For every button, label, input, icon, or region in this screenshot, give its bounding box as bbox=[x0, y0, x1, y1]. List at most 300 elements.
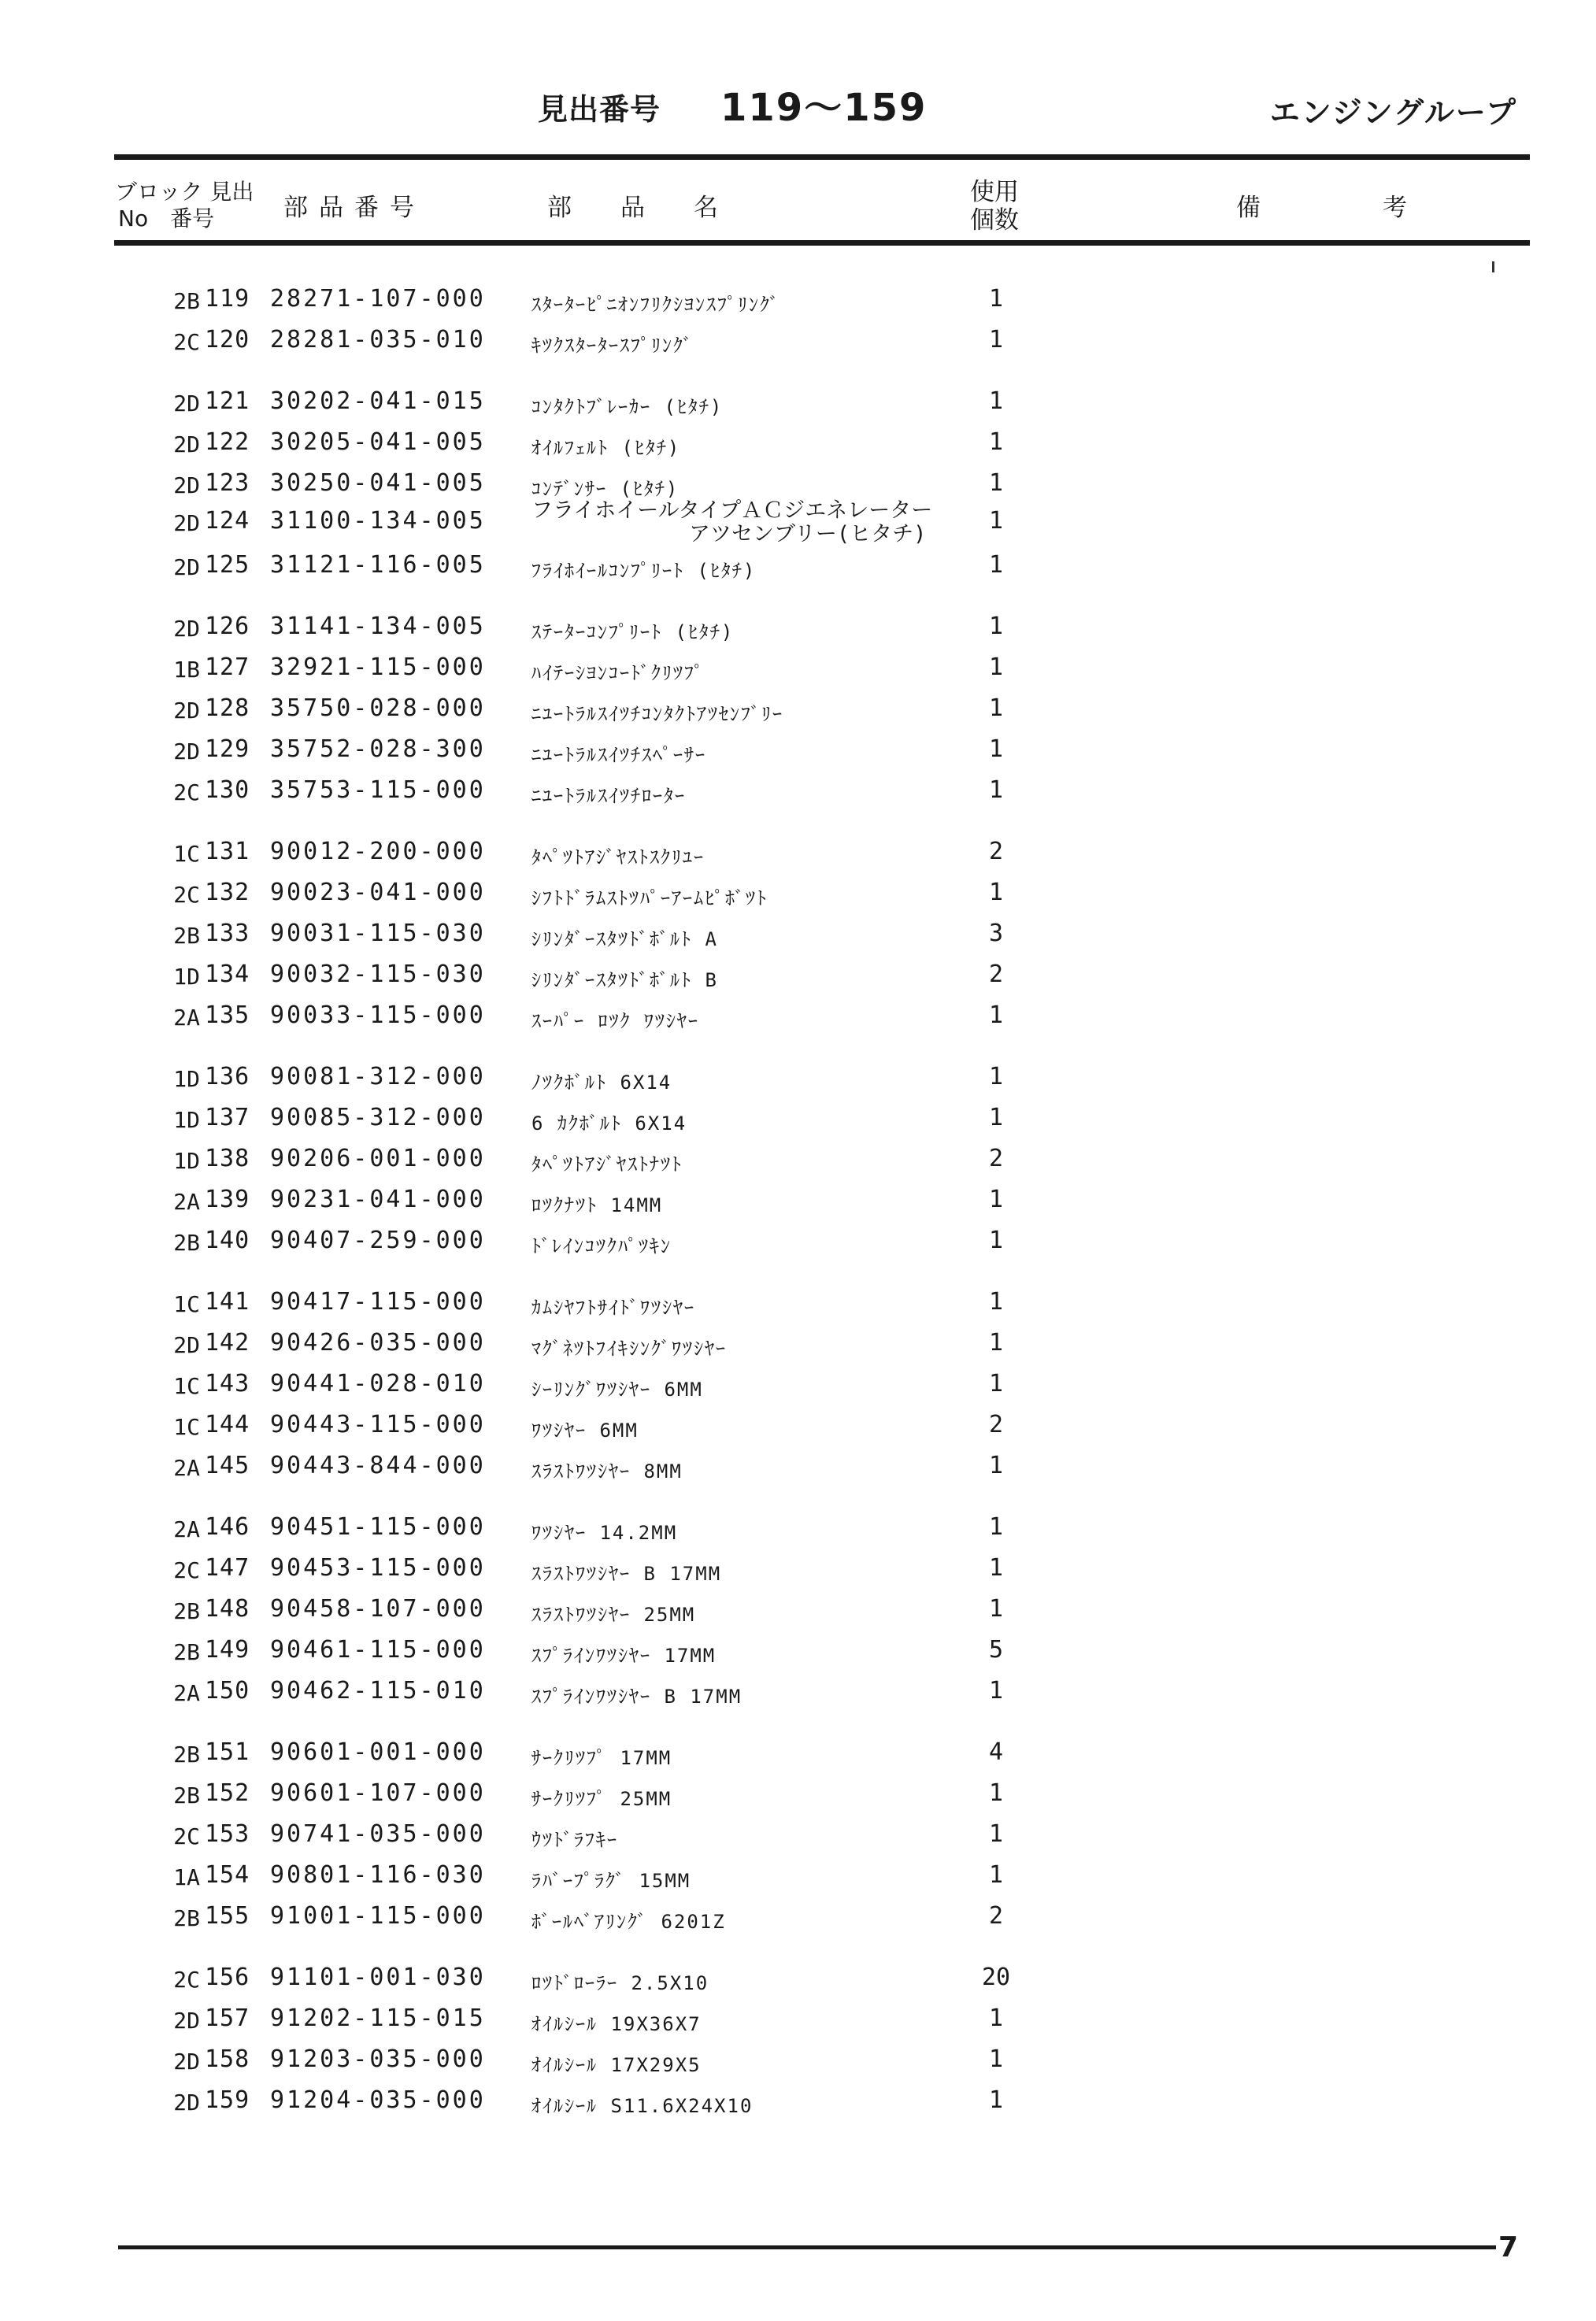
quantity: 1 bbox=[988, 1554, 1004, 1582]
block-number: 2A bbox=[173, 1455, 200, 1481]
index-number: 153 bbox=[205, 1820, 250, 1848]
table-row bbox=[0, 2045, 1596, 2080]
table-row bbox=[0, 961, 1596, 995]
index-number: 149 bbox=[205, 1636, 250, 1664]
quantity: 1 bbox=[988, 1227, 1004, 1254]
part-name bbox=[531, 780, 686, 808]
block-number: 2B bbox=[173, 288, 200, 314]
block-number: 2C bbox=[173, 1823, 200, 1849]
block-number: 2B bbox=[173, 1905, 200, 1931]
column-header-remarks: 備 考 bbox=[1236, 194, 1407, 222]
table-row bbox=[0, 920, 1596, 954]
quantity: 1 bbox=[988, 1329, 1004, 1357]
part-name bbox=[531, 1783, 672, 1811]
index-number: 129 bbox=[205, 735, 250, 763]
part-number: 91204-035-000 bbox=[270, 2086, 486, 2114]
part-name-line: ｽﾗｽﾄﾜﾂｼﾔｰ B 17MM bbox=[531, 1563, 722, 1585]
table-row bbox=[0, 1595, 1596, 1630]
table-row bbox=[0, 1513, 1596, 1548]
block-number: 2C bbox=[173, 1557, 200, 1583]
part-name bbox=[531, 499, 932, 546]
part-name-line: ｼﾌﾄﾄﾞﾗﾑｽﾄﾂﾊﾟｰｱｰﾑﾋﾟﾎﾞﾂﾄ bbox=[531, 887, 768, 909]
block-number: 2C bbox=[173, 1967, 200, 1993]
table-row bbox=[0, 1779, 1596, 1814]
part-name bbox=[531, 1374, 703, 1401]
table-row bbox=[0, 1227, 1596, 1261]
column-header-qty-line2: 個数 bbox=[970, 206, 1019, 235]
table-row bbox=[0, 1001, 1596, 1036]
part-name-line: ﾜﾂｼﾔｰ 6MM bbox=[531, 1420, 639, 1442]
quantity: 5 bbox=[988, 1636, 1004, 1664]
index-number: 130 bbox=[205, 776, 250, 804]
part-name-line: ｼﾘﾝﾀﾞｰｽﾀﾂﾄﾞﾎﾞﾙﾄ B bbox=[531, 969, 718, 991]
index-number: 151 bbox=[205, 1738, 250, 1766]
block-number: 2C bbox=[173, 882, 200, 908]
block-number: 2D bbox=[173, 2090, 200, 2116]
part-number: 90461-115-000 bbox=[270, 1636, 486, 1664]
part-name bbox=[531, 616, 734, 644]
index-number: 127 bbox=[205, 653, 250, 681]
quantity: 1 bbox=[988, 1288, 1004, 1316]
table-row bbox=[0, 1902, 1596, 1937]
part-number: 90231-041-000 bbox=[270, 1186, 486, 1213]
part-name-line: ｻｰｸﾘﾂﾌﾟ 17MM bbox=[531, 1747, 672, 1769]
index-number: 158 bbox=[205, 2045, 250, 2073]
table-row bbox=[0, 428, 1596, 463]
part-number: 90441-028-010 bbox=[270, 1370, 486, 1397]
block-number: 2D bbox=[173, 391, 200, 416]
part-name-line: ｵｲﾙｼｰﾙ S11.6X24X10 bbox=[531, 2095, 754, 2117]
quantity: 1 bbox=[988, 469, 1004, 497]
table-row bbox=[0, 285, 1596, 320]
part-name bbox=[531, 1333, 727, 1360]
quantity: 1 bbox=[988, 551, 1004, 579]
part-name bbox=[531, 1292, 695, 1320]
table-row bbox=[0, 1104, 1596, 1138]
part-name-line: ｻｰｸﾘﾂﾌﾟ 25MM bbox=[531, 1788, 672, 1810]
part-name-line: ｷﾂｸｽﾀｰﾀｰｽﾌﾟﾘﾝｸﾞ bbox=[531, 335, 694, 357]
block-number: 2D bbox=[173, 472, 200, 498]
part-number: 90407-259-000 bbox=[270, 1227, 486, 1254]
part-name bbox=[531, 1824, 618, 1852]
quantity: 1 bbox=[988, 1104, 1004, 1131]
part-number: 30202-041-015 bbox=[270, 387, 486, 415]
part-name-line: ﾄﾞﾚｲﾝｺﾂｸﾊﾟﾂｷﾝ bbox=[531, 1235, 672, 1257]
quantity: 1 bbox=[988, 1595, 1004, 1623]
part-number: 35750-028-000 bbox=[270, 694, 486, 722]
part-name-line: ﾛﾂﾄﾞﾛｰﾗｰ 2.5X10 bbox=[531, 1972, 709, 1994]
index-number: 133 bbox=[205, 920, 250, 947]
quantity: 1 bbox=[988, 326, 1004, 354]
part-number: 90443-844-000 bbox=[270, 1452, 486, 1479]
part-name bbox=[531, 1967, 709, 1995]
block-number: 2D bbox=[173, 2008, 200, 2034]
part-name-line: ｼﾘﾝﾀﾞｰｽﾀﾂﾄﾞﾎﾞﾙﾄ A bbox=[531, 928, 718, 950]
part-name-line: ｺﾝﾀｸﾄﾌﾞﾚｰｶｰ (ﾋﾀﾁ) bbox=[531, 396, 724, 418]
table-row bbox=[0, 387, 1596, 422]
part-name-line: ｽﾗｽﾄﾜﾂｼﾔｰ 8MM bbox=[531, 1460, 683, 1483]
block-number: 1D bbox=[173, 1066, 200, 1092]
part-number: 90451-115-000 bbox=[270, 1513, 486, 1541]
table-row bbox=[0, 498, 1596, 546]
part-name bbox=[531, 657, 705, 685]
index-number: 138 bbox=[205, 1145, 250, 1172]
index-number: 154 bbox=[205, 1861, 250, 1889]
quantity: 1 bbox=[988, 1001, 1004, 1029]
part-name-line: ｵｲﾙﾌｪﾙﾄ (ﾋﾀﾁ) bbox=[531, 437, 681, 459]
part-name bbox=[531, 1599, 695, 1627]
block-number: 1C bbox=[173, 841, 200, 867]
part-name-line: ﾆﾕｰﾄﾗﾙｽｲﾂﾁｽﾍﾟｰｻｰ bbox=[531, 744, 706, 766]
index-number: 157 bbox=[205, 2004, 250, 2032]
part-name bbox=[531, 1906, 726, 1934]
part-name bbox=[531, 1865, 691, 1893]
part-number: 90458-107-000 bbox=[270, 1595, 486, 1623]
quantity: 1 bbox=[988, 879, 1004, 906]
part-number: 90443-115-000 bbox=[270, 1411, 486, 1438]
part-name-line: ｵｲﾙｼｰﾙ 17X29X5 bbox=[531, 2054, 702, 2076]
part-name-line: フライホイールタイプＡＣジエネレーター bbox=[531, 498, 933, 523]
part-name-line: ﾊｲﾃｰｼﾖﾝｺｰﾄﾞｸﾘﾂﾌﾟ bbox=[531, 662, 705, 684]
index-number: 152 bbox=[205, 1779, 250, 1807]
quantity: 1 bbox=[988, 1861, 1004, 1889]
quantity: 1 bbox=[988, 387, 1004, 415]
index-number: 147 bbox=[205, 1554, 250, 1582]
block-number: 2D bbox=[173, 738, 200, 764]
table-row bbox=[0, 1288, 1596, 1323]
part-name-line: ｽﾀｰﾀｰﾋﾟﾆｵﾝﾌﾘｸｼﾖﾝｽﾌﾟﾘﾝｸﾞ bbox=[531, 294, 780, 316]
index-number: 159 bbox=[205, 2086, 250, 2114]
quantity: 1 bbox=[988, 2086, 1004, 2114]
block-number: 2A bbox=[173, 1189, 200, 1215]
quantity: 1 bbox=[988, 1820, 1004, 1848]
part-name-line: ﾀﾍﾟﾂﾄｱｼﾞﾔｽﾄｽｸﾘﾕｰ bbox=[531, 846, 705, 868]
block-number: 1C bbox=[173, 1414, 200, 1440]
part-name-line: ｼｰﾘﾝｸﾞﾜﾂｼﾔｰ 6MM bbox=[531, 1379, 703, 1401]
part-name bbox=[531, 1231, 672, 1258]
part-name bbox=[531, 1517, 677, 1545]
part-number: 31121-116-005 bbox=[270, 551, 486, 579]
part-name bbox=[531, 739, 706, 767]
table-row bbox=[0, 551, 1596, 586]
table-row bbox=[0, 694, 1596, 729]
part-name bbox=[531, 883, 768, 910]
table-row bbox=[0, 1677, 1596, 1712]
index-number: 134 bbox=[205, 961, 250, 988]
part-number: 31141-134-005 bbox=[270, 613, 486, 640]
part-name-line: ｽﾌﾟﾗｲﾝﾜﾂｼﾔｰ B 17MM bbox=[531, 1686, 742, 1708]
part-number: 90206-001-000 bbox=[270, 1145, 486, 1172]
part-number: 90741-035-000 bbox=[270, 1820, 486, 1848]
part-number: 90453-115-000 bbox=[270, 1554, 486, 1582]
index-range: 119～159 bbox=[720, 86, 928, 130]
quantity: 2 bbox=[988, 1902, 1004, 1930]
part-name-line: ｽｰﾊﾟｰ ﾛﾂｸ ﾜﾂｼﾔｰ bbox=[531, 1010, 699, 1032]
part-name-line: ﾗﾊﾞｰﾌﾟﾗｸﾞ 15MM bbox=[531, 1870, 691, 1892]
block-number: 2B bbox=[173, 1639, 200, 1665]
part-name bbox=[531, 924, 718, 951]
block-number: 2D bbox=[173, 510, 200, 536]
table-row bbox=[0, 1411, 1596, 1446]
index-label: 見出番号 bbox=[538, 92, 661, 127]
quantity: 2 bbox=[988, 838, 1004, 865]
part-number: 32921-115-000 bbox=[270, 653, 486, 681]
quantity: 1 bbox=[988, 507, 1004, 535]
part-number: 35752-028-300 bbox=[270, 735, 486, 763]
page-number: 7 bbox=[1498, 2231, 1519, 2264]
column-header-block-line2: No 番号 bbox=[118, 205, 215, 231]
quantity: 1 bbox=[988, 285, 1004, 313]
part-number: 90023-041-000 bbox=[270, 879, 486, 906]
block-number: 2B bbox=[173, 923, 200, 949]
part-name-line: ﾎﾞｰﾙﾍﾞｱﾘﾝｸﾞ 6201Z bbox=[531, 1911, 726, 1933]
header-top-rule bbox=[114, 154, 1530, 160]
index-number: 144 bbox=[205, 1411, 250, 1438]
part-name bbox=[531, 2008, 702, 2036]
part-name-line: ｶﾑｼﾔﾌﾄｻｲﾄﾞﾜﾂｼﾔｰ bbox=[531, 1297, 695, 1319]
part-number: 90081-312-000 bbox=[270, 1063, 486, 1090]
index-number: 140 bbox=[205, 1227, 250, 1254]
part-name bbox=[531, 1005, 699, 1033]
part-name bbox=[531, 391, 723, 419]
part-name bbox=[531, 1108, 687, 1135]
part-number: 90033-115-000 bbox=[270, 1001, 486, 1029]
block-number: 2A bbox=[173, 1680, 200, 1706]
quantity: 1 bbox=[988, 694, 1004, 722]
part-number: 91203-035-000 bbox=[270, 2045, 486, 2073]
block-number: 2D bbox=[173, 2049, 200, 2075]
table-row bbox=[0, 1063, 1596, 1098]
index-number: 136 bbox=[205, 1063, 250, 1090]
part-number: 91101-001-030 bbox=[270, 1964, 486, 1991]
part-name bbox=[531, 842, 705, 869]
quantity: 4 bbox=[988, 1738, 1004, 1766]
index-number: 131 bbox=[205, 838, 250, 865]
part-number: 90085-312-000 bbox=[270, 1104, 486, 1131]
quantity: 2 bbox=[988, 1145, 1004, 1172]
part-number: 35753-115-000 bbox=[270, 776, 486, 804]
part-number: 90012-200-000 bbox=[270, 838, 486, 865]
part-name bbox=[531, 1558, 721, 1586]
part-name bbox=[531, 964, 718, 992]
table-row bbox=[0, 1186, 1596, 1220]
quantity: 1 bbox=[988, 2045, 1004, 2073]
table-row bbox=[0, 1370, 1596, 1405]
part-name bbox=[531, 1149, 683, 1176]
quantity: 1 bbox=[988, 1063, 1004, 1090]
block-number: 2D bbox=[173, 1332, 200, 1358]
part-number: 30250-041-005 bbox=[270, 469, 486, 497]
block-number: 1C bbox=[173, 1291, 200, 1317]
part-name-line: ﾌﾗｲﾎｲｰﾙｺﾝﾌﾟﾘｰﾄ (ﾋﾀﾁ) bbox=[531, 560, 757, 582]
block-number: 1B bbox=[173, 657, 200, 683]
index-number: 121 bbox=[205, 387, 250, 415]
index-number: 150 bbox=[205, 1677, 250, 1705]
table-row bbox=[0, 879, 1596, 913]
part-name bbox=[531, 432, 680, 460]
column-header-qty-line1: 使用 bbox=[970, 178, 1019, 206]
table-row bbox=[0, 1145, 1596, 1179]
part-number: 90801-116-030 bbox=[270, 1861, 486, 1889]
block-number: 2B bbox=[173, 1782, 200, 1808]
index-number: 139 bbox=[205, 1186, 250, 1213]
part-number: 30205-041-005 bbox=[270, 428, 486, 456]
column-header-block-line1: ブロック 見出 bbox=[115, 179, 254, 205]
table-row bbox=[0, 1820, 1596, 1855]
index-number: 132 bbox=[205, 879, 250, 906]
block-number: 2B bbox=[173, 1598, 200, 1624]
quantity: 1 bbox=[988, 653, 1004, 681]
part-name bbox=[531, 1190, 662, 1217]
block-number: 2A bbox=[173, 1516, 200, 1542]
column-header-part-name: 部 品 名 bbox=[547, 194, 718, 222]
block-number: 1A bbox=[173, 1864, 200, 1890]
index-number: 148 bbox=[205, 1595, 250, 1623]
block-number: 1D bbox=[173, 964, 200, 990]
index-number: 135 bbox=[205, 1001, 250, 1029]
table-row bbox=[0, 1738, 1596, 1773]
quantity: 1 bbox=[988, 1186, 1004, 1213]
block-number: 2B bbox=[173, 1230, 200, 1256]
index-number: 122 bbox=[205, 428, 250, 456]
quantity: 1 bbox=[988, 735, 1004, 763]
part-name-line-2: アツセンブリー(ヒタチ) bbox=[689, 522, 927, 546]
group-title: エンジングループ bbox=[1269, 95, 1517, 130]
part-name-line: ﾛﾂｸﾅﾂﾄ 14MM bbox=[531, 1194, 663, 1216]
table-row bbox=[0, 1636, 1596, 1671]
part-number: 90417-115-000 bbox=[270, 1288, 486, 1316]
index-number: 124 bbox=[205, 507, 250, 535]
quantity: 1 bbox=[988, 613, 1004, 640]
part-name-line: ﾜﾂｼﾔｰ 14.2MM bbox=[531, 1522, 678, 1544]
index-number: 145 bbox=[205, 1452, 250, 1479]
quantity: 1 bbox=[988, 1779, 1004, 1807]
part-name bbox=[531, 1640, 716, 1668]
table-row bbox=[0, 776, 1596, 811]
table-row bbox=[0, 326, 1596, 361]
table-row bbox=[0, 653, 1596, 688]
index-number: 128 bbox=[205, 694, 250, 722]
part-name bbox=[531, 330, 694, 357]
part-number: 31100-134-005 bbox=[270, 507, 486, 535]
block-number: 1D bbox=[173, 1148, 200, 1174]
index-number: 155 bbox=[205, 1902, 250, 1930]
table-row bbox=[0, 1964, 1596, 1998]
index-number: 123 bbox=[205, 469, 250, 497]
index-number: 126 bbox=[205, 613, 250, 640]
margin-tick-mark bbox=[1492, 261, 1494, 272]
table-row bbox=[0, 1329, 1596, 1364]
block-number: 2C bbox=[173, 329, 200, 355]
quantity: 1 bbox=[988, 1513, 1004, 1541]
part-name bbox=[531, 1415, 639, 1442]
part-name bbox=[531, 289, 780, 316]
table-row bbox=[0, 2086, 1596, 2121]
index-number: 142 bbox=[205, 1329, 250, 1357]
quantity: 1 bbox=[988, 2004, 1004, 2032]
quantity: 2 bbox=[988, 961, 1004, 988]
part-number: 91001-115-000 bbox=[270, 1902, 486, 1930]
block-number: 1D bbox=[173, 1107, 200, 1133]
block-number: 2D bbox=[173, 616, 200, 642]
part-name-line: ｽﾗｽﾄﾜﾂｼﾔｰ 25MM bbox=[531, 1604, 696, 1626]
block-number: 2B bbox=[173, 1742, 200, 1768]
column-header-part-number: 部品番号 bbox=[283, 194, 425, 222]
part-name bbox=[531, 2049, 702, 2077]
part-name-line: ｵｲﾙｼｰﾙ 19X36X7 bbox=[531, 2013, 702, 2035]
part-name-line: ｽﾃｰﾀｰｺﾝﾌﾟﾘｰﾄ (ﾋﾀﾁ) bbox=[531, 621, 735, 643]
part-name-line: ｳﾂﾄﾞﾗﾌｷｰ bbox=[531, 1829, 618, 1851]
part-name-line: ﾀﾍﾟﾂﾄｱｼﾞﾔｽﾄﾅﾂﾄ bbox=[531, 1153, 683, 1175]
part-name-line: ﾉﾂｸﾎﾞﾙﾄ 6X14 bbox=[531, 1072, 672, 1094]
block-number: 2D bbox=[173, 431, 200, 457]
index-number: 156 bbox=[205, 1964, 250, 1991]
block-number: 2C bbox=[173, 779, 200, 805]
quantity: 1 bbox=[988, 1452, 1004, 1479]
quantity: 1 bbox=[988, 428, 1004, 456]
footer-rule bbox=[118, 2245, 1496, 2249]
part-name-line: ﾆﾕｰﾄﾗﾙｽｲﾂﾁﾛｰﾀｰ bbox=[531, 785, 686, 807]
part-name bbox=[531, 1067, 672, 1094]
index-number: 119 bbox=[205, 285, 250, 313]
part-number: 28271-107-000 bbox=[270, 285, 486, 313]
part-name bbox=[531, 1456, 683, 1483]
part-number: 90031-115-030 bbox=[270, 920, 486, 947]
header-bottom-rule bbox=[114, 240, 1530, 246]
quantity: 1 bbox=[988, 776, 1004, 804]
quantity: 20 bbox=[981, 1964, 1011, 1991]
part-name-line: ﾏｸﾞﾈﾂﾄﾌｲｷｼﾝｸﾞﾜﾂｼﾔｰ bbox=[531, 1338, 727, 1360]
table-row bbox=[0, 1554, 1596, 1589]
part-number: 90032-115-030 bbox=[270, 961, 486, 988]
part-name bbox=[531, 1681, 742, 1708]
block-number: 2D bbox=[173, 698, 200, 724]
part-name-line: 6 ｶｸﾎﾞﾙﾄ 6X14 bbox=[531, 1112, 687, 1135]
index-number: 125 bbox=[205, 551, 250, 579]
part-name bbox=[531, 2090, 753, 2118]
block-number: 2D bbox=[173, 554, 200, 580]
quantity: 2 bbox=[988, 1411, 1004, 1438]
table-row bbox=[0, 1861, 1596, 1896]
index-number: 141 bbox=[205, 1288, 250, 1316]
block-number: 1C bbox=[173, 1373, 200, 1399]
part-number: 90601-001-000 bbox=[270, 1738, 486, 1766]
table-row bbox=[0, 2004, 1596, 2039]
part-number: 90601-107-000 bbox=[270, 1779, 486, 1807]
part-number: 91202-115-015 bbox=[270, 2004, 486, 2032]
quantity: 1 bbox=[988, 1677, 1004, 1705]
index-number: 137 bbox=[205, 1104, 250, 1131]
part-number: 90426-035-000 bbox=[270, 1329, 486, 1357]
part-name-line: ﾆﾕｰﾄﾗﾙｽｲﾂﾁｺﾝﾀｸﾄｱﾂｾﾝﾌﾞﾘｰ bbox=[531, 703, 783, 725]
index-number: 146 bbox=[205, 1513, 250, 1541]
part-name bbox=[531, 698, 783, 726]
part-number: 90462-115-010 bbox=[270, 1677, 486, 1705]
table-row bbox=[0, 613, 1596, 647]
table-row bbox=[0, 735, 1596, 770]
quantity: 3 bbox=[988, 920, 1004, 947]
table-row bbox=[0, 838, 1596, 872]
index-number: 143 bbox=[205, 1370, 250, 1397]
block-number: 2A bbox=[173, 1005, 200, 1031]
part-name-line: ｽﾌﾟﾗｲﾝﾜﾂｼﾔｰ 17MM bbox=[531, 1645, 717, 1667]
table-row bbox=[0, 1452, 1596, 1486]
part-name bbox=[531, 555, 756, 583]
part-name bbox=[531, 473, 679, 501]
part-name-line: ｺﾝﾃﾞﾝｻｰ (ﾋﾀﾁ) bbox=[531, 478, 680, 500]
part-number: 28281-035-010 bbox=[270, 326, 486, 354]
part-name bbox=[531, 1742, 672, 1770]
